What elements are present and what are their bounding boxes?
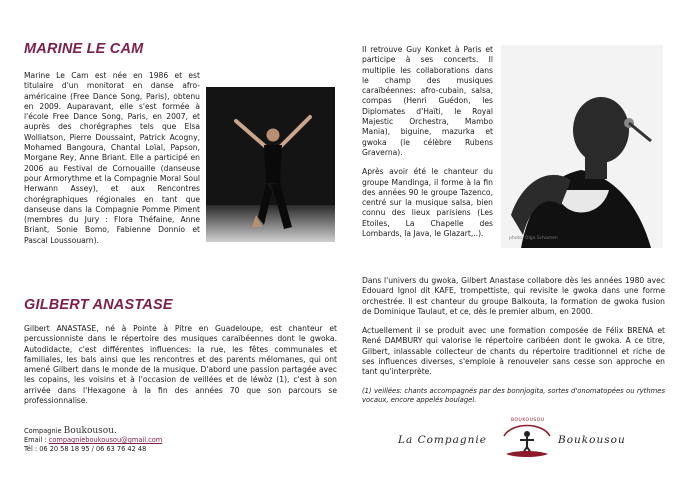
photo-credit: photo: Olga Schamen bbox=[509, 236, 558, 241]
contact-block bbox=[24, 427, 224, 454]
singer-photo bbox=[501, 45, 663, 248]
logo-left-text: La Compagnie bbox=[398, 434, 487, 446]
email-link[interactable]: compagnieboukousou@gmail.com bbox=[48, 436, 163, 444]
gilbert-para-3: Dans l'univers du gwoka, Gilbert Anastase collabore dès les années 1980 avec Edouard Ignol dit KAFE, trompettiste, qui revisite le gwoka dans une forme orchestrée. Il est chanteur du groupe Balkouta, la formation de gwoka fusion de Dominique Taulaut, et ce, dès le premier album, en 2000. bbox=[362, 276, 665, 316]
logo-arc-text: BOUKOUSOU bbox=[511, 418, 545, 423]
dancer-image bbox=[206, 87, 335, 242]
company-line bbox=[24, 427, 224, 436]
email-label: Email : bbox=[24, 436, 47, 444]
phone-line: Tél : 06 20 58 18 95 / 06 63 76 42 48 bbox=[24, 445, 147, 453]
right-column-bottom bbox=[362, 276, 665, 414]
company-name: Boukousou. bbox=[63, 426, 117, 436]
gilbert-para-1: Il retrouve Guy Konket à Paris et participe à ses concerts. Il multiplie les collaborations dans le champ des musiques caraïbéennes: afro-cubain, salsa, compas (Henri Guédon, les Diplomates d'Haïti, le Royal Majestic Orchestra, Mambo Mania), biguine, mazurka et gwoka (le célèbre Rubens Graverna). bbox=[362, 45, 493, 157]
email-line bbox=[24, 436, 224, 445]
gilbert-bio: Gilbert ANASTASE, né à Pointe à Pitre en Guadeloupe, est chanteur et percussionniste dans le répertoire des musiques caraïbéennes dont le gwoka. Autodidacte, c'est différentes influences: la rue, les fêtes communales et familiales, les bals ainsi que les rencontres et des parents mélomanes, qui ont amené Gilbert dans le monde de la musique. D'abord une passion partagée avec les copains, les voisins et à l'occasion de veillées et de léwòz (1), c'est à son arrivée dans l'Hexagone à la fin des années 70 que son parcours se professionnalise. bbox=[24, 324, 337, 406]
drum-dancer-emblem bbox=[498, 420, 556, 460]
singer-image bbox=[501, 45, 663, 248]
company-prefix: Compagnie bbox=[24, 427, 62, 435]
company-logo bbox=[398, 420, 638, 460]
dancer-photo bbox=[206, 87, 335, 242]
marine-bio: Marine Le Cam est née en 1986 et est titulaire d'un monitorat en danse afro-américaine (Free Dance Song, Paris), obtenu en 2009. Auparavant, elle s'est formée à l'école Free Dance Song, Paris, en 2007, et auprès des chorégraphes tels que Elsa Wolliatson, Pierre Doussaint, Patrick Acogny, Mohamed Bangoura, Chantal Loïal, Papson, Morgane Rey, Anne Briant. Elle a participé en 2006 au Festival de Cornouaille (danseuse pour Armorythme et la Compagnie Moral Soul Herwann Assey), et aux Rencontres chorégraphiques régionales en tant que danseuse dans la Compagnie Pomme Piment (membres du Jury : Flora Théfaine, Anne Briant, Sonie Bomo, Fabienne Donnio et Pascal Loussouarn). bbox=[24, 71, 200, 245]
right-column-top bbox=[362, 45, 493, 248]
gilbert-title: GILBERT ANASTASE bbox=[24, 297, 173, 313]
gilbert-para-4: Actuellement il se produit avec une formation composée de Félix BRENA et René DAMBURY qui valorise le répertoire caribéen dont le gwoka. A ce titre, Gilbert, inlassable collecteur de chants du répertoire traditionnel et riche de ses influences diverses, s'emploie à renouveler sans cesse son approche en tant qu'interprète. bbox=[362, 326, 665, 377]
logo-right-text: Boukousou bbox=[558, 434, 626, 446]
marine-title: MARINE LE CAM bbox=[24, 41, 144, 57]
gilbert-para-2: Après avoir été le chanteur du groupe Mandinga, il forme à la fin des années 90 le groupe Tazenco, centré sur la musique salsa, bien connu des lieux parisiens (Les Etoiles, La Chapelle des Lombards, la Java, le Glazart,..). bbox=[362, 167, 493, 239]
footnote: (1) veillées: chants accompagnés par des bonnjogita, sortes d'onomatopées ou rythmes vocaux, encore appelés boulagel. bbox=[362, 386, 665, 404]
